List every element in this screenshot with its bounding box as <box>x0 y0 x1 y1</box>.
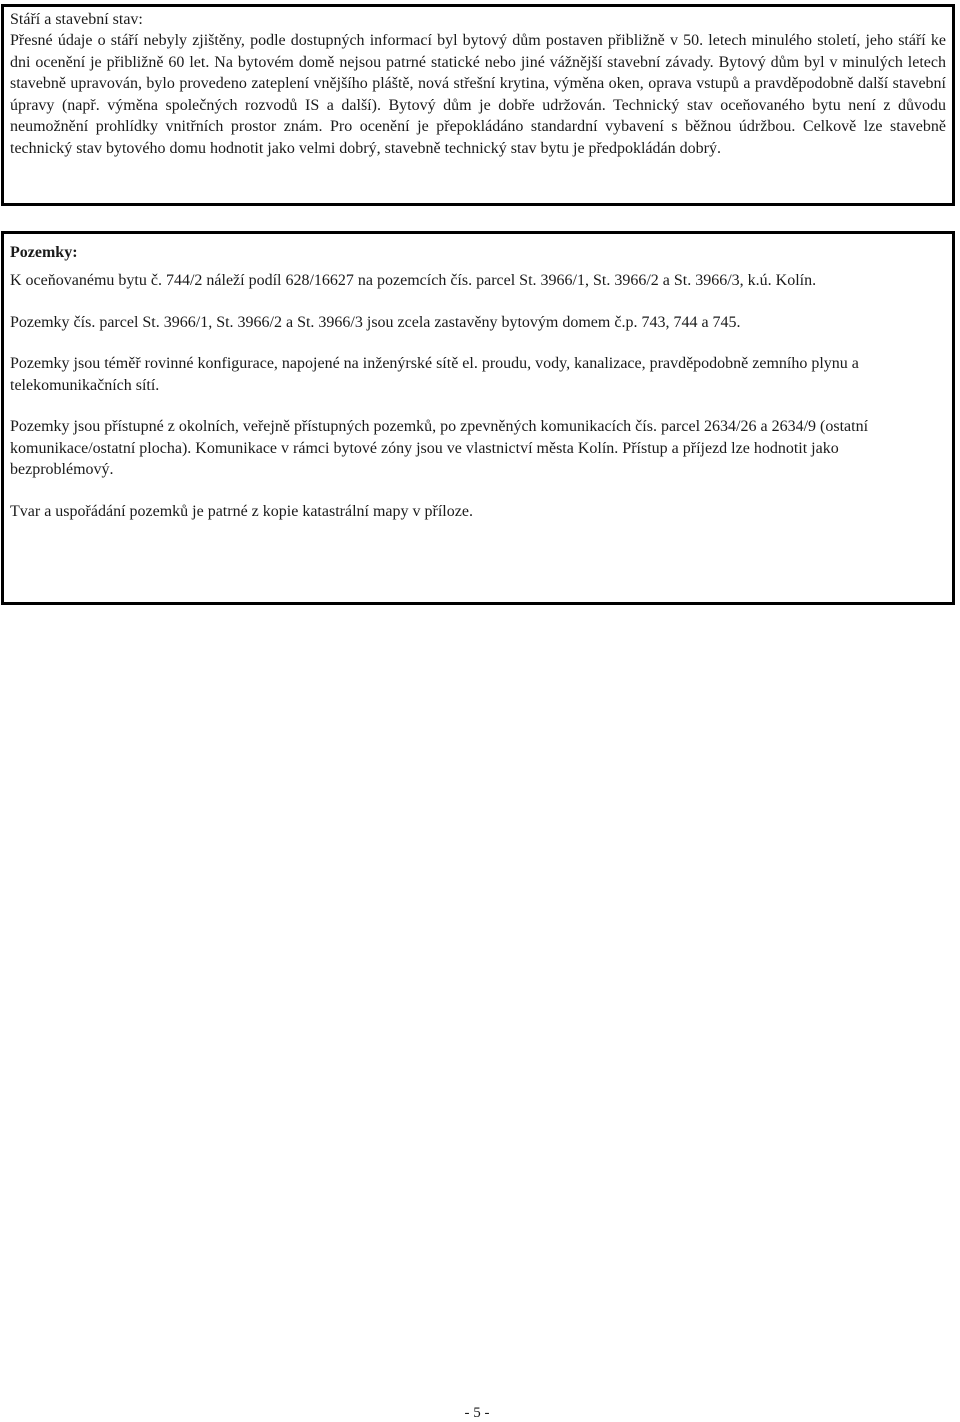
land-section <box>1 231 955 605</box>
land-paragraph-access: Pozemky jsou přístupné z okolních, veřejně přístupných pozemků, po zpevněných komunikacích čís. parcel 2634/26 a 2634/9 (ostatní komunikace/ostatní plocha). Komunikace v rámci bytové zóny jsou ve vlastnictví města Kolín. Přístup a příjezd lze hodnotit jako bezproblémový. <box>10 418 869 478</box>
page-number: - 5 - <box>464 1405 490 1421</box>
land-paragraph-share: K oceňovanému bytu č. 744/2 náleží podíl 628/16627 na pozemcích čís. parcel St. 3966/1, St. 3966/2 a St. 3966/3, k.ú. Kolín. <box>10 272 817 289</box>
land-paragraph-built-up: Pozemky čís. parcel St. 3966/1, St. 3966/2 a St. 3966/3 jsou zcela zastavěny bytovým domem č.p. 743, 744 a 745. <box>10 313 741 331</box>
age-condition-heading: Stáří a stavební stav: <box>10 11 143 28</box>
land-paragraph-utilities: Pozemky jsou téměř rovinné konfigurace, napojené na inženýrské sítě el. proudu, vody, kanalizace, pravděpodobně zemního plynu a telekomunikačních sítí. <box>10 355 859 394</box>
land-heading: Pozemky: <box>10 244 78 261</box>
age-condition-section <box>1 4 955 206</box>
age-condition-text: Přesné údaje o stáří nebyly zjištěny, podle dostupných informací byl bytový dům postaven přibližně v 50. letech minulého století, jeho stáří ke dni ocenění je přibližně 60 let. Na bytovém domě nejsou patrné statické nebo jiné vážnější stavební závady. Bytový dům byl v minulých letech stavebně upravován, bylo provedeno zateplení vnějšího pláště, nová střešní krytina, výměna oken, oprava vstupů a pravděpodobně další stavební úpravy (např. výměna společných rozvodů IS a další). Bytový dům je dobře udržován. Technický stav oceňovaného bytu není z důvodu neumožnění prohlídky vnitřních prostor znám. Pro ocenění je přepokládáno standardní vybavení s běžnou údržbou. Celkově lze stavebně technický stav bytového domu hodnotit jako velmi dobrý, stavebně technický stav bytu je předpokládán dobrý. <box>10 32 946 157</box>
land-paragraph-shape: Tvar a uspořádání pozemků je patrné z kopie katastrální mapy v příloze. <box>10 502 473 520</box>
